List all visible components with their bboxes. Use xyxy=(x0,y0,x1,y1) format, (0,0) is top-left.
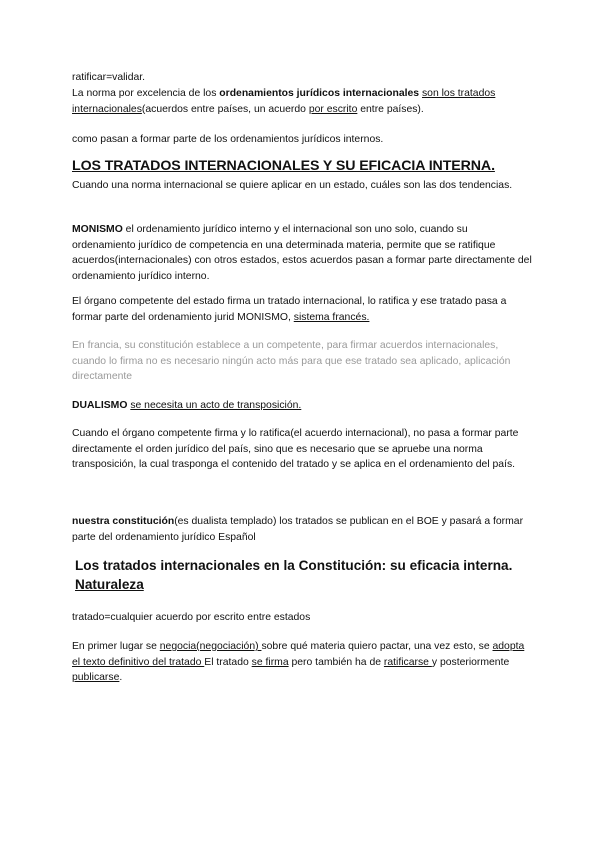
p1-post: entre países). xyxy=(357,103,424,115)
heading-tratados-eficacia: LOS TRATADOS INTERNACIONALES Y SU EFICACIA INTERNA. xyxy=(72,158,495,174)
p1-underline-escrito: por escrito xyxy=(308,103,358,115)
ultimo-t5: y posteriormente xyxy=(431,656,510,668)
paragraph-francia: En francia, su constitución establece a un competente, para firmar acuerdos internacionales, cuando lo firma no es necesario ningún acto más para que ese tratado sea aplicado, aplicación directamente xyxy=(72,340,511,383)
paragraph-primer-lugar xyxy=(72,639,532,686)
p1-mid: (acuerdos entre países, un acuerdo xyxy=(141,103,309,115)
heading2-naturaleza: Naturaleza xyxy=(75,576,144,592)
paragraph-como-pasan: como pasan a formar parte de los ordenamientos jurídicos internos. xyxy=(72,134,384,145)
se-firma-underline: se firma xyxy=(251,656,289,668)
constitucion-text: (es dualista templado) los tratados se publican en el BOE y pasará a formar parte del ordenamiento jurídico Español xyxy=(72,516,524,543)
p1-pre: La norma por excelencia de los xyxy=(72,88,220,99)
heading-tratados-constitucion xyxy=(75,557,515,594)
paragraph-dualismo-explicacion: Cuando el órgano competente firma y lo ratifica(el acuerdo internacional), no pasa a formar parte directamente el orden jurídico del país, sino que es necesario que se apruebe una norma transposición, la cual trasponga el contenido del tratado y se aplica en el ordenamiento del país. xyxy=(72,428,519,471)
publicarse-underline: publicarse xyxy=(72,672,120,684)
monismo-label: MONISMO xyxy=(72,224,123,235)
p1-underline-tratados: son los tratados internacionales xyxy=(72,88,496,115)
paragraph-tratado-definicion: tratado=cualquier acuerdo por escrito entre estados xyxy=(72,612,311,623)
negocia-underline: negocia(negociación) xyxy=(159,641,262,652)
ultimo-t4: pero también ha de xyxy=(288,656,384,668)
adopta-underline: adopta el texto definitivo del tratado xyxy=(72,641,525,668)
paragraph-norma-excelencia xyxy=(72,86,532,117)
ultimo-t6: . xyxy=(119,672,123,684)
paragraph-monismo xyxy=(72,222,532,284)
ratificarse-underline: ratificarse xyxy=(383,656,432,668)
heading2-text: Los tratados internacionales en la Constitución: su eficacia interna. xyxy=(75,558,513,573)
organo-text: El órgano competente del estado firma un tratado internacional, lo ratifica y ese tratado pasa a formar parte del ordenamiento jurid MONISMO, xyxy=(72,296,507,323)
constitucion-label: nuestra constitución xyxy=(72,516,175,527)
paragraph-nuestra-constitucion xyxy=(72,514,532,545)
dualismo-underline: se necesita un acto de transposición. xyxy=(130,400,302,411)
ratificar-line: ratificar=validar. xyxy=(72,72,146,83)
paragraph-organo-competente xyxy=(72,294,532,325)
paragraph-dualismo xyxy=(72,398,532,414)
paragraph-tendencias: Cuando una norma internacional se quiere aplicar en un estado, cuáles son las dos tendencias. xyxy=(72,180,513,191)
ultimo-t1: En primer lugar se xyxy=(72,641,160,652)
p1-bold: ordenamientos jurídicos internacionales xyxy=(219,88,420,99)
ultimo-t3: El tratado xyxy=(204,656,252,668)
sistema-frances-underline: sistema francés. xyxy=(293,311,370,323)
dualismo-label: DUALISMO xyxy=(72,400,128,411)
ultimo-t2: sobre qué materia quiero pactar, una vez esto, se xyxy=(261,641,493,652)
monismo-text: el ordenamiento jurídico interno y el internacional son uno solo, cuando su ordenamiento jurídico de competencia en una determinada materia, permite que se ratifique acuerdos(internacionales) con otros estados, estos acuerdos pasan a formar parte directamente del ordenamiento jurídico interno. xyxy=(72,224,532,282)
